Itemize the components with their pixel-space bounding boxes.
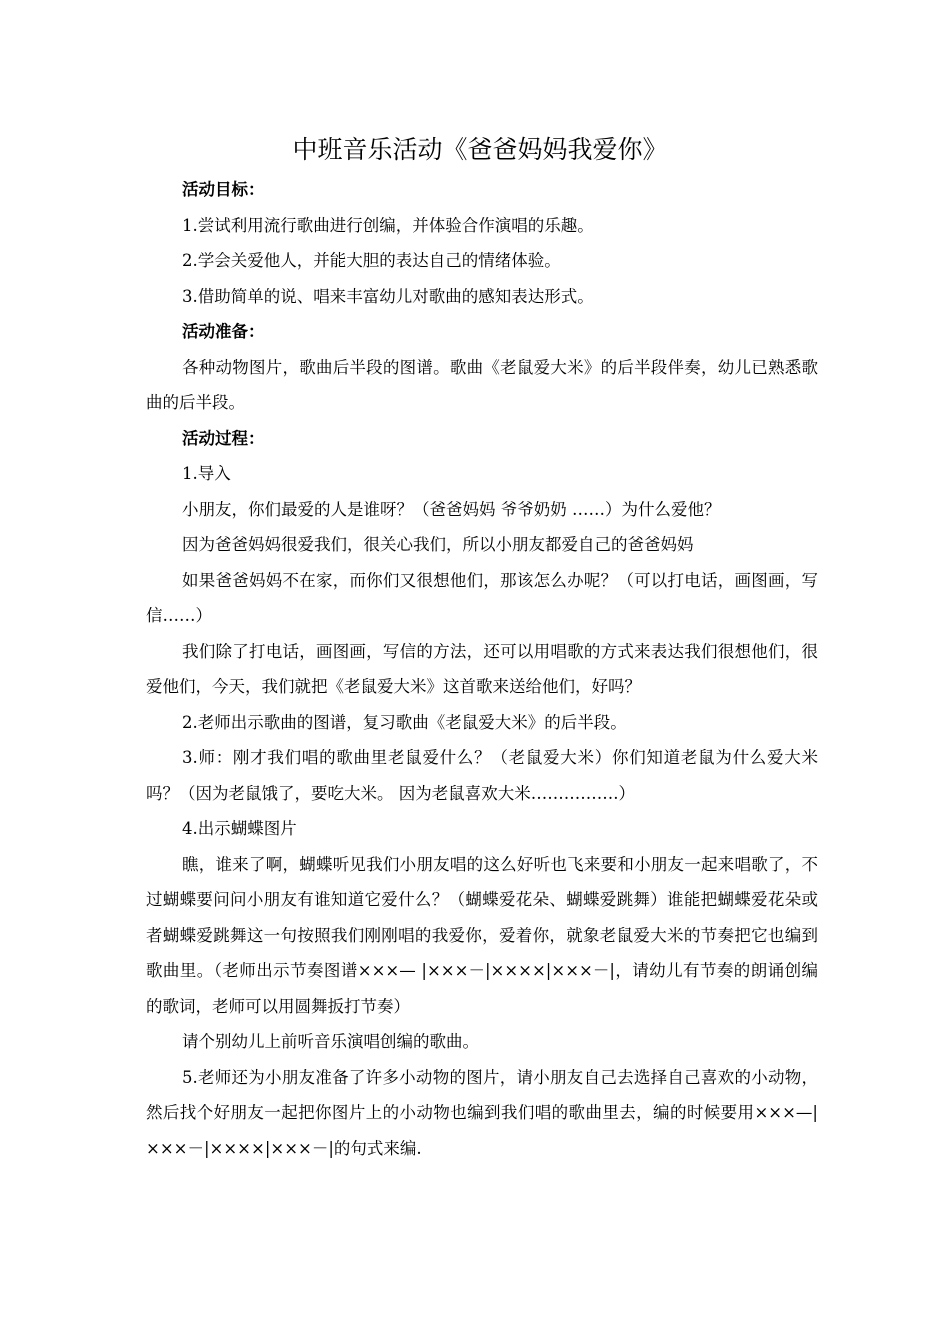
process-paragraph: 2.老师出示歌曲的图谱，复习歌曲《老鼠爱大米》的后半段。 (182, 712, 627, 732)
section-heading-process: 活动过程： (182, 428, 265, 448)
process-paragraph: 小朋友，你们最爱的人是谁呀？（爸爸妈妈 爷爷奶奶 ……）为什么爱他？ (182, 499, 721, 519)
document-page (146, 128, 818, 1166)
process-paragraph: 请个别幼儿上前听音乐演唱创编的歌曲。 (182, 1032, 479, 1051)
goal-item-3: 3.借助简单的说、唱来丰富幼儿对歌曲的感知表达形式。 (182, 286, 594, 306)
goal-item-2: 2.学会关爱他人，并能大胆的表达自己的情绪体验。 (182, 251, 561, 270)
process-paragraph: 因为爸爸妈妈很爱我们，很关心我们，所以小朋友都爱自己的爸爸妈妈 (182, 535, 694, 554)
process-paragraph: 3.师：刚才我们唱的歌曲里老鼠爱什么？（老鼠爱大米）你们知道老鼠为什么爱大米吗？（因为老鼠饿了，要吃大米。 因为老鼠喜欢大米…………….） (146, 748, 818, 803)
process-paragraph: 5.老师还为小朋友准备了许多小动物的图片，请小朋友自己去选择自己喜欢的小动物，然后找个好朋友一起把你图片上的小动物也编到我们唱的歌曲里去，编的时候要用×××—|×××－|××××|×××－|的句式来编. (146, 1067, 818, 1158)
section-heading-goals: 活动目标： (182, 180, 265, 199)
process-paragraph: 4.出示蝴蝶图片 (182, 819, 297, 838)
process-paragraph: 我们除了打电话，画图画，写信的方法，还可以用唱歌的方式来表达我们很想他们，很爱他们，今天，我们就把《老鼠爱大米》这首歌来送给他们，好吗？ (146, 641, 818, 696)
section-heading-preparation: 活动准备： (182, 322, 265, 341)
goal-item-1: 1.尝试利用流行歌曲进行创编，并体验合作演唱的乐趣。 (182, 215, 594, 235)
process-paragraph: 1.导入 (182, 464, 231, 483)
process-paragraph: 如果爸爸妈妈不在家，而你们又很想他们，那该怎么办呢？（可以打电话，画图画，写信……） (146, 570, 818, 625)
process-paragraph: 瞧，谁来了啊，蝴蝶听见我们小朋友唱的这么好听也飞来要和小朋友一起来唱歌了，不过蝴蝶要问问小朋友有谁知道它爱什么？（蝴蝶爱花朵、蝴蝶爱跳舞）谁能把蝴蝶爱花朵或者蝴蝶爱跳舞这一句按照我们刚刚唱的我爱你，爱着你，就象老鼠爱大米的节奏把它也编到歌曲里。（老师出示节奏图谱×××— |×××－|××××|×××－|，请幼儿有节奏的朗诵创编的歌词，老师可以用圆舞扳打节奏） (146, 854, 818, 1016)
document-title: 中班音乐活动《爸爸妈妈我爱你》 (292, 135, 668, 164)
preparation-paragraph: 各种动物图片，歌曲后半段的图谱。歌曲《老鼠爱大米》的后半段伴奏，幼儿已熟悉歌曲的后半段。 (146, 357, 818, 412)
